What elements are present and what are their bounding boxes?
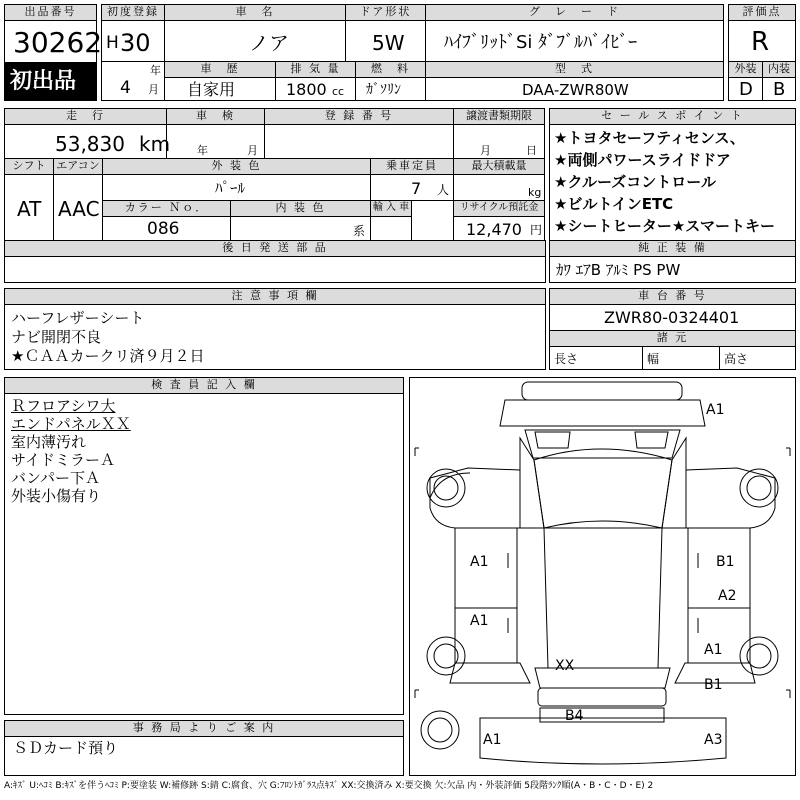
score: R bbox=[751, 27, 770, 57]
seats-label: 乗車定員 bbox=[370, 158, 454, 175]
grade-box bbox=[425, 20, 724, 62]
door-type-label: ドア形状 bbox=[345, 4, 426, 21]
transfer-deadline-box: 月 日 bbox=[453, 124, 545, 159]
mileage: 53,830 bbox=[55, 132, 125, 156]
door-type-box bbox=[345, 20, 426, 62]
interior-color-box: 系 bbox=[230, 216, 371, 241]
fuel: ｶﾞｿﾘﾝ bbox=[366, 82, 401, 98]
first-registration-month: 4 月 bbox=[101, 61, 165, 101]
interior-color-label: 内 装 色 bbox=[230, 200, 371, 217]
seats: 7 bbox=[411, 179, 422, 198]
damage-mark: A3 bbox=[704, 732, 723, 748]
rear-bumper-outline bbox=[538, 688, 666, 706]
exterior-label: 外装 bbox=[728, 61, 763, 78]
body-color: ﾊﾟｰﾙ bbox=[215, 179, 246, 197]
inspector-box bbox=[4, 393, 404, 715]
interior-grade-box bbox=[762, 77, 796, 101]
max-load-box: kg bbox=[453, 174, 545, 201]
inspector-label: 検 査 員 記 入 欄 bbox=[4, 377, 404, 394]
selling-point: ★クルーズコントロール bbox=[554, 173, 716, 191]
caution-label: 注 意 事 項 欄 bbox=[4, 288, 546, 305]
score-label: 評価点 bbox=[728, 4, 796, 21]
car-diagram bbox=[410, 378, 795, 775]
legend-text: A:ｷｽﾞ U:ﾍｺﾐ B:ｷｽﾞを伴うﾍｺﾐ P:要塗装 W:補修跡 S:錆 C:腐食、穴 G:ﾌﾛﾝﾄｶﾞﾗｽ点ｷｽﾞ XX:交換済み X:要交換 欠:欠品 内・外装評価 5段階ﾗﾝｸ順(A・B・C・D・E) 2 bbox=[4, 781, 654, 791]
selling-points-label: セ ー ル ス ポ イ ン ト bbox=[549, 108, 796, 125]
left-rear-wheel bbox=[427, 637, 465, 675]
history-box bbox=[164, 77, 276, 101]
displacement-box: 1800 cc bbox=[275, 77, 356, 101]
width-box: 幅 bbox=[642, 346, 720, 370]
first-registration-label: 初度登録 bbox=[101, 4, 165, 21]
car-name: ノア bbox=[249, 31, 289, 55]
inspection-box: 年 月 bbox=[166, 124, 265, 159]
left-front-wheel bbox=[427, 469, 465, 507]
parts-label: 後 日 発 送 部 品 bbox=[4, 240, 546, 257]
office-note: ＳＤカード預り bbox=[13, 739, 119, 757]
back-panel-outline bbox=[540, 708, 664, 722]
mileage-label: 走 行 bbox=[4, 108, 167, 125]
rear-end-outline bbox=[480, 718, 726, 764]
aircon-label: エアコン bbox=[53, 158, 103, 175]
recycle-box: 12,470 円 bbox=[453, 216, 545, 241]
equipment-box bbox=[549, 256, 796, 283]
inspector-line: Ｒフロアシワ大 bbox=[11, 397, 116, 415]
parts-box bbox=[4, 256, 546, 283]
equipment: ｶﾜ ｴｱB ｱﾙﾐ PS PW bbox=[556, 261, 681, 279]
interior-label: 内装 bbox=[762, 61, 796, 78]
selling-point: ★両側パワースライドドア bbox=[554, 151, 731, 169]
recycle-fee: 12,470 bbox=[466, 220, 522, 239]
shift-box bbox=[4, 174, 54, 241]
specs-label: 諸 元 bbox=[549, 330, 796, 347]
right-rear-wheel bbox=[740, 637, 778, 675]
damage-mark: A1 bbox=[470, 613, 489, 629]
exterior-grade-box bbox=[728, 77, 763, 101]
aircon: AAC bbox=[58, 197, 100, 221]
car-name-box bbox=[164, 20, 346, 62]
left-mirror-bracket bbox=[415, 448, 419, 456]
caution-box bbox=[4, 304, 546, 370]
hood-outline bbox=[534, 449, 672, 528]
inspector-line: バンパー下Ａ bbox=[11, 469, 100, 487]
recycle-label: リサイクル預託金 bbox=[453, 200, 545, 217]
inspector-line: サイドミラーＡ bbox=[11, 451, 115, 469]
car-name-label: 車 名 bbox=[164, 4, 346, 21]
color-number: 086 bbox=[147, 219, 180, 239]
roof-outline bbox=[544, 528, 662, 668]
displacement: 1800 bbox=[286, 80, 327, 99]
door-type: 5W bbox=[372, 31, 405, 55]
import-label: 輸 入 車 bbox=[370, 200, 412, 217]
chassis-label: 車 台 番 号 bbox=[549, 288, 796, 305]
max-load-label: 最大積載量 bbox=[453, 158, 545, 175]
model-label: 型 式 bbox=[425, 61, 724, 78]
score-box bbox=[728, 20, 796, 62]
damage-mark: B1 bbox=[704, 677, 723, 693]
lot-number-box bbox=[4, 20, 103, 63]
first-listing-badge: 初出品 bbox=[4, 63, 97, 101]
damage-mark: B4 bbox=[565, 708, 584, 724]
exterior-grade: D bbox=[739, 79, 753, 100]
shift-label: シフト bbox=[4, 158, 54, 175]
color-number-box bbox=[102, 216, 231, 241]
damage-mark: XX bbox=[555, 658, 575, 674]
grade-label: グ レ ー ド bbox=[425, 4, 724, 21]
windshield-outline bbox=[525, 430, 680, 458]
chassis-box bbox=[549, 304, 796, 331]
displacement-label: 排 気 量 bbox=[275, 61, 356, 78]
model-box bbox=[425, 77, 724, 101]
chassis-number: ZWR80-0324401 bbox=[604, 308, 740, 327]
selling-point: ★トヨタセーフティセンス、 bbox=[554, 129, 745, 147]
fuel-box bbox=[355, 77, 426, 101]
caution-line: ★ＣＡＡカークリ済９月２日 bbox=[11, 347, 205, 365]
mileage-box: 53,830 km bbox=[4, 124, 167, 159]
body-color-label: 外 装 色 bbox=[102, 158, 371, 175]
front-bumper-outline bbox=[522, 382, 682, 400]
inspector-line: 室内薄汚れ bbox=[11, 433, 87, 451]
plate-box bbox=[264, 124, 454, 159]
shift: AT bbox=[17, 197, 42, 221]
damage-mark: A2 bbox=[718, 588, 737, 604]
damage-mark: A1 bbox=[706, 402, 725, 418]
selling-points-box bbox=[549, 124, 796, 241]
selling-point: ★シートヒーター★スマートキー bbox=[554, 217, 775, 235]
inspection-label: 車 検 bbox=[166, 108, 265, 125]
interior-grade: B bbox=[773, 79, 786, 100]
right-mirror-bracket bbox=[786, 448, 790, 456]
selling-point: ★ビルトインETC bbox=[554, 195, 674, 213]
equipment-label: 純 正 装 備 bbox=[549, 240, 796, 257]
office-box bbox=[4, 736, 404, 776]
length-box: 長さ bbox=[549, 346, 643, 370]
damage-mark: A1 bbox=[483, 732, 502, 748]
caution-line: ナビ開閉不良 bbox=[11, 328, 102, 346]
fuel-label: 燃 料 bbox=[355, 61, 426, 78]
spare-wheel bbox=[421, 711, 459, 749]
color-number-label: カラー Ｎｏ． bbox=[102, 200, 231, 217]
right-front-wheel bbox=[740, 469, 778, 507]
height-box: 高さ bbox=[719, 346, 796, 370]
damage-mark: A1 bbox=[704, 642, 723, 658]
first-registration-year: H 30 年 bbox=[101, 20, 165, 62]
grade: ﾊｲﾌﾞﾘｯﾄﾞSi ﾀﾞﾌﾞﾙﾊﾞｲﾋﾞｰ bbox=[444, 32, 638, 53]
office-label: 事 務 局 よ り ご 案 内 bbox=[4, 720, 404, 737]
front-panel-outline bbox=[500, 400, 705, 426]
seats-box: 7 人 bbox=[370, 174, 454, 201]
right-front-fender bbox=[686, 468, 775, 528]
caution-line: ハーフレザーシート bbox=[11, 309, 145, 327]
lot-number-label: 出品番号 bbox=[4, 4, 97, 21]
left-front-fender bbox=[430, 468, 520, 528]
transfer-deadline-label: 譲渡書類期限 bbox=[453, 108, 545, 125]
history: 自家用 bbox=[187, 80, 236, 99]
damage-diagram-box bbox=[409, 377, 796, 776]
inspector-line: 外装小傷有り bbox=[11, 487, 102, 505]
aircon-box bbox=[53, 174, 103, 241]
import-box bbox=[370, 216, 412, 241]
damage-mark: A1 bbox=[470, 554, 489, 570]
body-color-box bbox=[102, 174, 371, 201]
inspector-line: エンドパネルＸＸ bbox=[11, 415, 131, 433]
plate-label: 登 録 番 号 bbox=[264, 108, 454, 125]
model: DAA-ZWR80W bbox=[522, 81, 629, 99]
damage-mark: B1 bbox=[716, 554, 735, 570]
lot-number: 30262 bbox=[13, 26, 103, 59]
history-label: 車 歴 bbox=[164, 61, 276, 78]
